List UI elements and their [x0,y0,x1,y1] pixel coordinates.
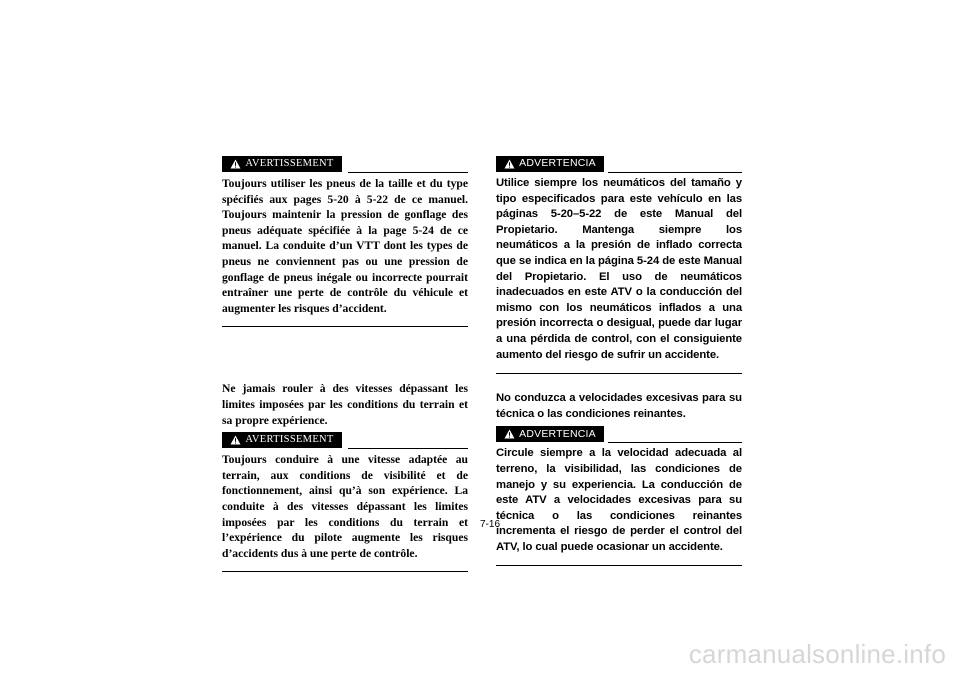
header-rule [608,172,742,173]
header-rule [348,448,468,449]
warning-label: AVERTISSEMENT [245,158,334,170]
warning-triangle-icon [504,159,515,169]
warning-end-rule [222,571,468,572]
warning-header-fr-1 [222,156,468,174]
paragraph-es: No conduzca a velocidades excesivas para su técnica o las condiciones reinantes. [496,392,742,420]
watermark: carmanualsonline.info [688,639,946,669]
warning-label: AVERTISSEMENT [245,434,334,446]
warning-text-es-2: Circule siempre a la velocidad adecuada al terreno, la visibilidad, las condiciones de manejo y su experiencia. La conducción de este ATV a velocidades excesivas para su técnica o las condiciones reinantes incrementa el riesgo de perder el control del ATV, lo cual puede ocasionar un accidente. [496,447,742,553]
page-number: 7-16 [479,519,500,530]
spanish-column [496,156,742,566]
warning-text-fr-1: Toujours utiliser les pneus de la taille et du type spécifiés aux pages 5-20 à 5-22 de ce manuel. Toujours maintenir la pression de gonflage des pneus adéquate spécifiée à la page 5-24 de ce manuel. La conduite d’un VTT dont les types de pneus ne conviennent pas ou une pression de gonflage de pneus inégale ou incorrecte pourrait entraîner une perte de contrôle du véhicule et augmenter les risques d’accident. [222,177,468,315]
warning-label: ADVERTENCIA [519,427,596,440]
warning-badge [496,156,604,172]
warning-header-es-1 [496,156,742,174]
warning-text-fr-2: Toujours conduire à une vitesse adaptée au terrain, aux conditions de visibilité et de fonctionnement, ainsi qu’à son expérience. La conduite à des vitesses dépassant les limites imposées par les conditions du terrain et l’expérience du pilote augmente les risques d’accidents dus à une perte de contrôle. [222,453,468,560]
warning-triangle-icon [230,435,241,445]
header-rule [348,172,468,173]
warning-badge [496,426,604,442]
warning-badge [222,432,342,448]
warning-badge [222,156,342,172]
warning-label: ADVERTENCIA [519,157,596,170]
warning-triangle-icon [230,159,241,169]
warning-header-es-2 [496,426,742,444]
header-rule [608,442,742,443]
warning-header-fr-2 [222,432,468,450]
warning-end-rule [496,565,742,566]
warning-text-es-1: Utilice siempre los neumáticos del tamaño y tipo especificados para este vehículo en las páginas 5-20–5-22 de este Manual del Propietario. Mantenga siempre los neumáticos a la presión de inflado correcta que se indica en la página 5-24 de este Manual del Propietario. El uso de neumáticos inadecuados en este ATV o la conducción del mismo con los neumáticos inflados a una presión incorrecta o desigual, puede dar lugar a una pérdida de control, con el consiguiente aumento del riesgo de sufrir un accidente. [496,177,742,361]
warning-triangle-icon [504,429,515,439]
paragraph-fr: Ne jamais rouler à des vitesses dépassant les limites imposées par les conditions du terrain et sa propre expérience. [222,382,468,427]
french-column [222,156,468,572]
